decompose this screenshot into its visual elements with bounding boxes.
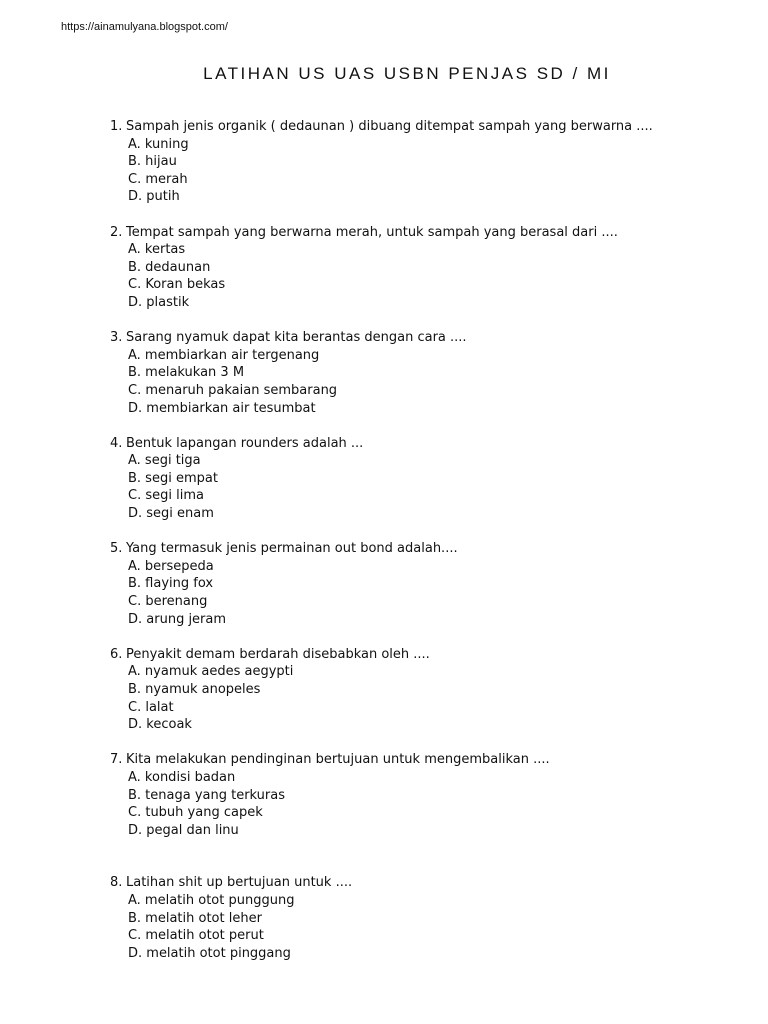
- question-7: [110, 751, 653, 839]
- option-d: D. arung jeram: [128, 611, 227, 627]
- question-6: [110, 646, 653, 734]
- option-d: D. segi enam: [128, 506, 214, 522]
- option-a: A. kuning: [128, 136, 189, 152]
- question-number: 7.: [110, 752, 123, 768]
- option-c: C. lalat: [128, 699, 174, 715]
- question-number: 5.: [110, 541, 123, 557]
- question-number: 4.: [110, 435, 123, 451]
- question-5: [110, 540, 653, 628]
- question-text: Sarang nyamuk dapat kita berantas dengan cara ....: [126, 330, 467, 346]
- option-a: A. bersepeda: [128, 558, 214, 574]
- option-a: A. segi tiga: [128, 453, 201, 469]
- option-b: B. hijau: [128, 154, 177, 170]
- source-url: https://ainamulyana.blogspot.com/: [61, 21, 228, 33]
- question-8: [110, 874, 653, 962]
- option-c: C. merah: [128, 171, 188, 187]
- option-a: A. membiarkan air tergenang: [128, 347, 320, 363]
- question-4: [110, 435, 653, 523]
- question-text: Sampah jenis organik ( dedaunan ) dibuang ditempat sampah yang berwarna ....: [126, 119, 653, 134]
- question-text: Latihan shit up bertujuan untuk ....: [126, 875, 353, 891]
- question-text: Penyakit demam berdarah disebabkan oleh ....: [126, 646, 430, 662]
- option-c: C. Koran bekas: [128, 277, 226, 293]
- option-b: B. segi empat: [128, 470, 218, 486]
- page-title: LATIHAN US UAS USBN PENJAS SD / MI: [203, 64, 611, 83]
- option-c: C. tubuh yang capek: [128, 805, 263, 821]
- option-d: D. membiarkan air tesumbat: [128, 400, 316, 416]
- question-3: [110, 329, 653, 417]
- option-c: C. melatih otot perut: [128, 928, 264, 944]
- question-text: Tempat sampah yang berwarna merah, untuk sampah yang berasal dari ....: [126, 224, 618, 240]
- question-number: 8.: [110, 875, 123, 891]
- option-d: D. kecoak: [128, 717, 192, 733]
- option-b: B. flaying fox: [128, 576, 214, 592]
- option-c: C. menaruh pakaian sembarang: [128, 382, 338, 398]
- option-b: B. dedaunan: [128, 259, 211, 275]
- option-b: B. nyamuk anopeles: [128, 682, 261, 697]
- option-d: D. melatih otot pinggang: [128, 945, 291, 961]
- option-a: A. melatih otot punggung: [128, 892, 295, 908]
- question-text: Yang termasuk jenis permainan out bond adalah....: [126, 541, 458, 557]
- question-list: [110, 118, 653, 980]
- question-1: [110, 118, 653, 206]
- question-number: 1.: [110, 119, 123, 134]
- option-d: D. plastik: [128, 294, 190, 310]
- option-b: B. tenaga yang terkuras: [128, 787, 286, 803]
- option-b: B. melakukan 3 M: [128, 365, 245, 381]
- question-number: 3.: [110, 330, 123, 346]
- option-a: A. nyamuk aedes aegypti: [128, 664, 294, 680]
- option-b: B. melatih otot leher: [128, 910, 262, 926]
- question-2: [110, 224, 653, 312]
- question-text: Kita melakukan pendinginan bertujuan untuk mengembalikan ....: [126, 752, 550, 768]
- option-d: D. pegal dan linu: [128, 822, 239, 838]
- question-number: 6.: [110, 646, 123, 662]
- option-a: A. kertas: [128, 242, 186, 258]
- option-c: C. segi lima: [128, 488, 204, 504]
- option-a: A. kondisi badan: [128, 769, 236, 785]
- option-d: D. putih: [128, 189, 180, 205]
- question-text: Bentuk lapangan rounders adalah ...: [126, 435, 364, 451]
- option-c: C. berenang: [128, 594, 208, 610]
- question-number: 2.: [110, 224, 123, 240]
